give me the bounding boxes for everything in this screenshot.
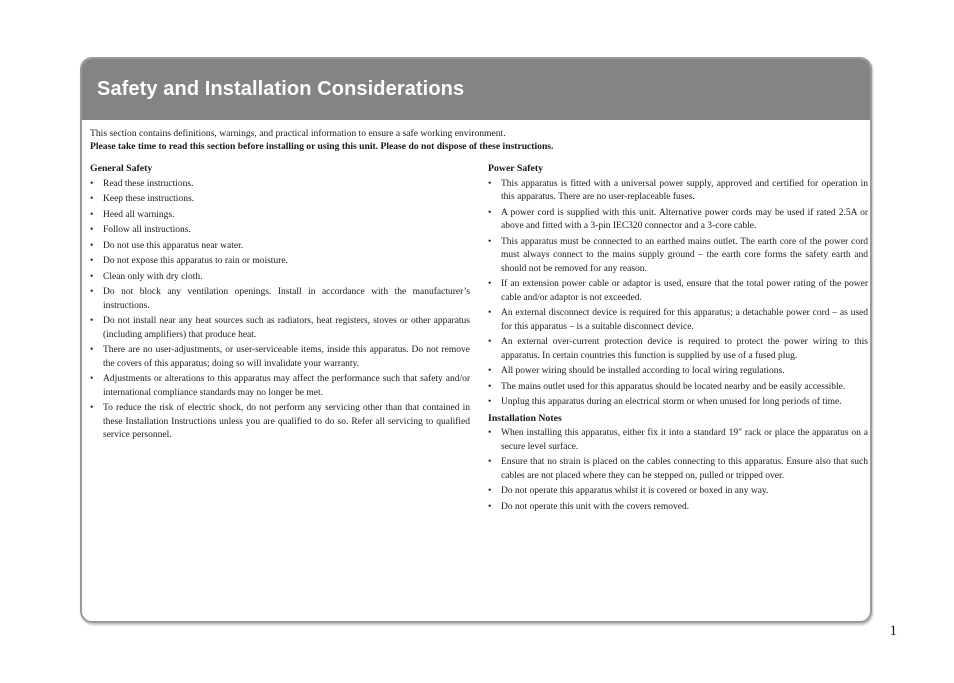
list-item [90, 271, 470, 285]
bullet-icon: • [488, 178, 492, 189]
list-item [488, 396, 868, 410]
list-item-text: Do not expose this apparatus to rain or moisture. [103, 256, 288, 266]
list-item-text: Read these instructions. [103, 178, 194, 189]
bullet-icon: • [90, 403, 94, 413]
bullet-icon: • [90, 345, 94, 355]
bullet-icon: • [90, 271, 94, 282]
power-safety-list [488, 178, 868, 410]
intro-warning-line: Please take time to read this section before installing or using this unit. Please do not dispose of these instructions. [90, 141, 554, 152]
list-item [90, 240, 470, 254]
list-item-text: Do not install near any heat sources such as radiators, heat registers, stoves or other apparatus (including amplifiers) that produce heat. [103, 316, 470, 340]
bullet-icon: • [90, 225, 94, 235]
bullet-icon: • [488, 236, 492, 247]
installation-notes-heading: Installation Notes [488, 412, 562, 424]
list-item-text: An external over-current protection device is required to protect the power wiring to this apparatus. In certain countries this function is supplied by use of a fused plug. [501, 337, 868, 361]
list-item-text: Do not use this apparatus near water. [103, 240, 244, 251]
bullet-icon: • [488, 428, 492, 438]
bullet-icon: • [90, 316, 94, 326]
list-item-text: This apparatus is fitted with a universal power supply, approved and certified for operation in this apparatus. There are no user-replaceable fuses. [501, 178, 868, 202]
list-item-text: An external disconnect device is required for this apparatus; a detachable power cord – as used for this apparatus – is a suitable disconnect device. [501, 308, 868, 332]
list-item-text: Do not block any ventilation openings. Install in accordance with the manufacturer’s instructions. [103, 287, 470, 311]
list-item-text: Ensure that no strain is placed on the cables connecting to this apparatus. Ensure also that such cables are not placed where they can be stepped on, pulled or tripped over. [501, 457, 868, 481]
bullet-icon: • [488, 457, 492, 467]
list-item [90, 373, 470, 400]
list-item [488, 336, 868, 363]
panel-header [82, 59, 870, 120]
list-item-text: Heed all warnings. [103, 209, 175, 220]
list-item [488, 365, 868, 379]
list-item-text: To reduce the risk of electric shock, do not perform any servicing other than that contained in these Installation Instructions unless you are qualified to do so. Refer all servicing to qualified service personnel. [103, 403, 470, 440]
page-title: Safety and Installation Considerations [97, 78, 465, 100]
list-item [488, 236, 868, 277]
list-item [90, 193, 470, 207]
list-item [90, 315, 470, 342]
general-safety-heading: General Safety [90, 163, 153, 174]
list-item [90, 286, 470, 313]
list-item [488, 278, 868, 305]
list-item [90, 255, 470, 269]
list-item-text: Do not operate this apparatus whilst it is covered or boxed in any way. [501, 486, 769, 496]
bullet-icon: • [488, 501, 492, 512]
list-item [488, 381, 868, 395]
list-item-text: If an extension power cable or adaptor is used, ensure that the total power rating of the power cable and/or adaptor is not exceeded. [501, 279, 868, 303]
bullet-icon: • [90, 178, 94, 189]
list-item [90, 209, 470, 223]
intro-line: This section contains definitions, warnings, and practical information to ensure a safe working environment. [90, 128, 506, 139]
bullet-icon: • [90, 256, 94, 266]
list-item-text: There are no user-adjustments, or user-serviceable items, inside this apparatus. Do not remove the covers of this apparatus; doing so will invalidate your warranty. [103, 345, 470, 369]
bullet-icon: • [488, 207, 492, 218]
list-item [488, 178, 868, 205]
list-item [488, 307, 868, 334]
list-item [90, 344, 470, 371]
right-column [488, 162, 868, 516]
bullet-icon: • [90, 287, 94, 297]
list-item-text: A power cord is supplied with this unit. Alternative power cords may be used if rated 2.5A or above and fitted with a 3-pin IEC320 connector and a 3-core cable. [501, 207, 868, 231]
bullet-icon: • [488, 308, 492, 318]
bullet-icon: • [488, 381, 492, 392]
list-item [488, 207, 868, 234]
page-number: 1 [889, 623, 897, 639]
bullet-icon: • [488, 279, 492, 289]
list-item-text: Clean only with dry cloth. [103, 271, 203, 282]
list-item [90, 178, 470, 192]
safety-panel [80, 57, 872, 623]
installation-notes-list [488, 427, 868, 514]
list-item [90, 224, 470, 238]
list-item-text: All power wiring should be installed according to local wiring regulations. [501, 366, 785, 376]
bullet-icon: • [488, 397, 492, 407]
bullet-icon: • [488, 366, 492, 376]
list-item-text: The mains outlet used for this apparatus should be located nearby and be easily accessible. [501, 381, 846, 392]
bullet-icon: • [90, 194, 94, 204]
list-item [90, 402, 470, 443]
content-columns [82, 153, 870, 516]
list-item [488, 485, 868, 499]
power-safety-heading: Power Safety [488, 163, 544, 174]
bullet-icon: • [90, 209, 94, 220]
list-item [488, 456, 868, 483]
list-item-text: Follow all instructions. [103, 225, 191, 235]
list-item-text: Unplug this apparatus during an electrical storm or when unused for long periods of time. [501, 397, 842, 407]
bullet-icon: • [90, 374, 94, 384]
list-item-text: When installing this apparatus, either fix it into a standard 19" rack or place the apparatus on a secure level surface. [501, 428, 868, 452]
bullet-icon: • [488, 337, 492, 347]
left-column [90, 162, 470, 516]
list-item [488, 501, 868, 515]
list-item-text: Do not operate this unit with the covers removed. [501, 501, 690, 512]
list-item-text: Keep these instructions. [103, 194, 195, 204]
list-item-text: This apparatus must be connected to an earthed mains outlet. The earth core of the power cord must always connect to the mains supply ground – the earth core forms the safety earth and should not be removed for any reason. [501, 236, 868, 274]
intro-text [82, 120, 870, 153]
general-safety-list [90, 178, 470, 443]
list-item-text: Adjustments or alterations to this apparatus may affect the performance such that safety and/or international compliance standards may no longer be met. [103, 374, 470, 398]
bullet-icon: • [488, 486, 492, 496]
list-item [488, 427, 868, 454]
bullet-icon: • [90, 240, 94, 251]
